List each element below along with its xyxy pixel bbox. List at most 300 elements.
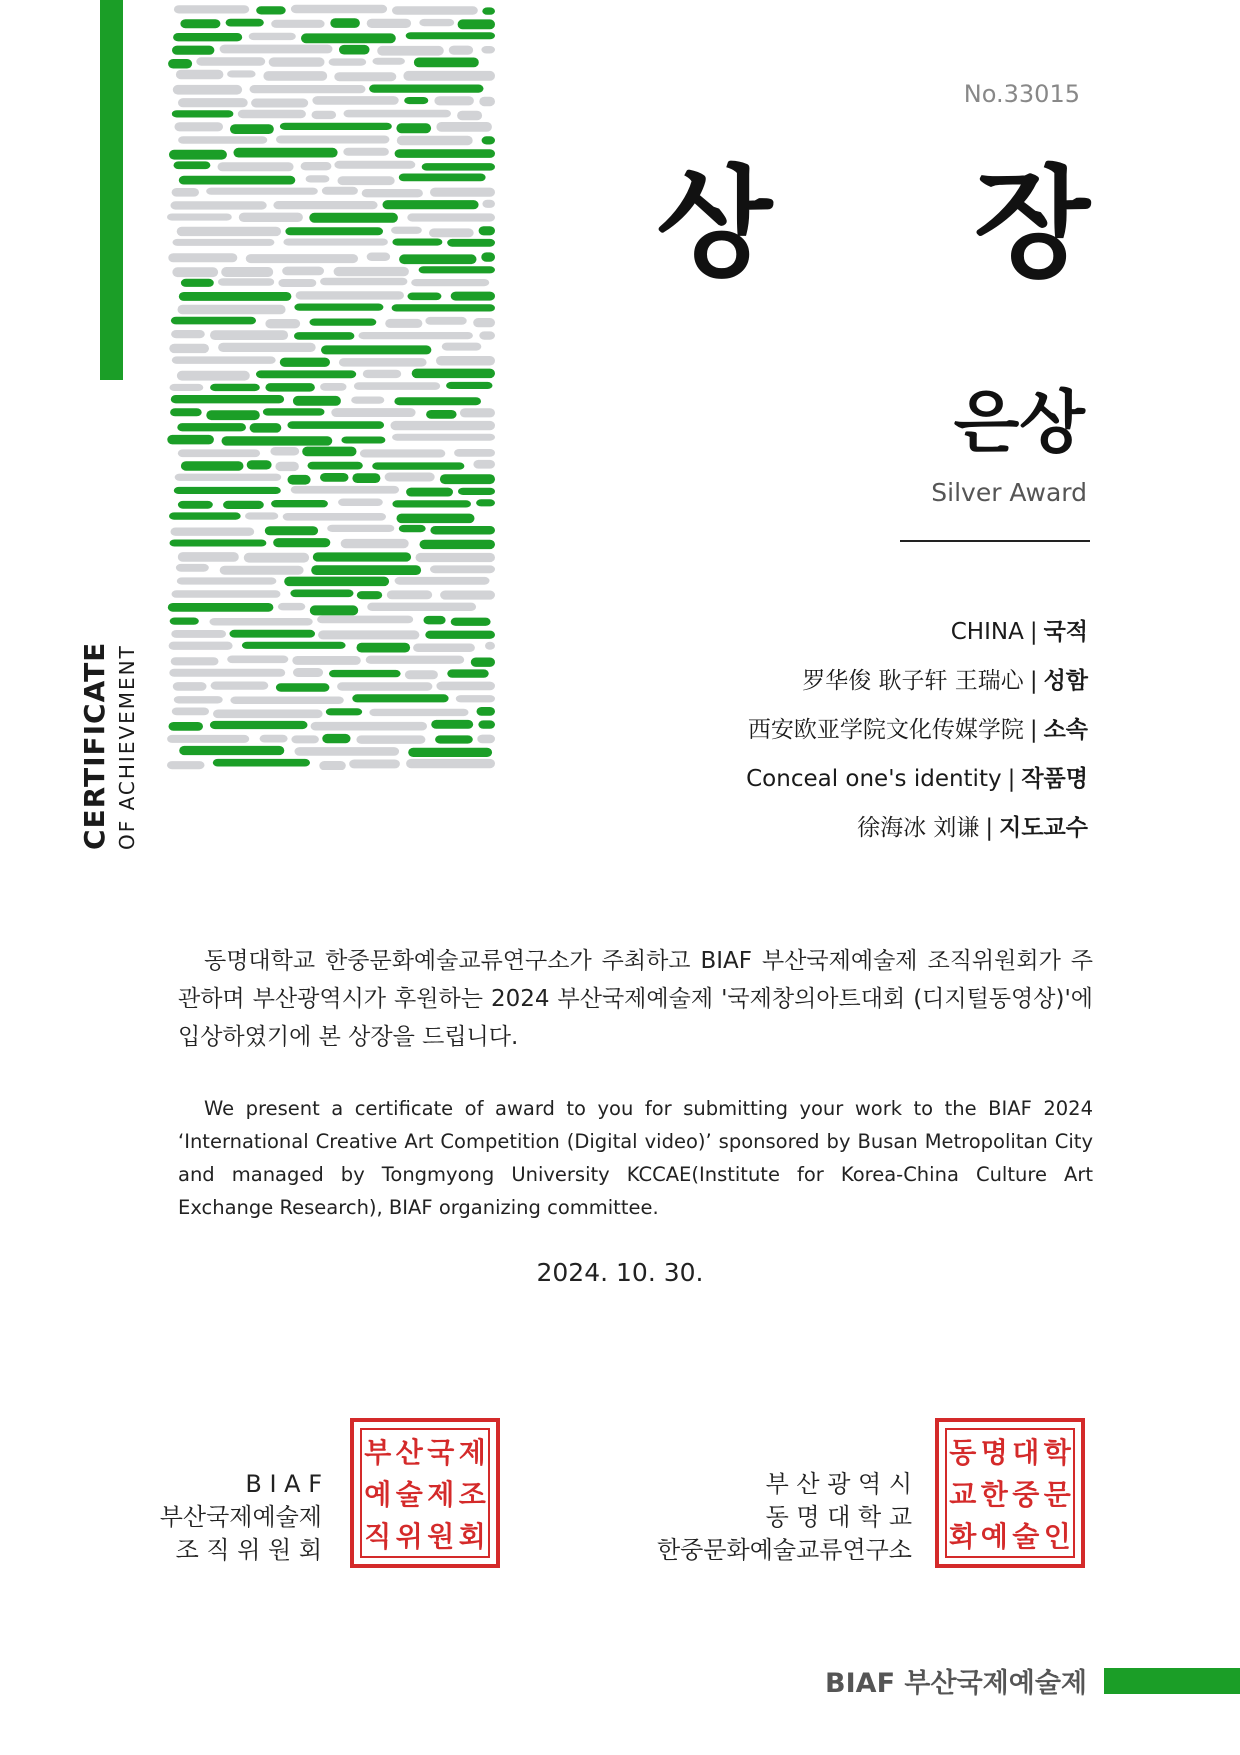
stripe <box>477 707 496 716</box>
stripe <box>218 162 294 171</box>
stripe <box>294 304 383 311</box>
stripe <box>242 642 346 649</box>
stripe <box>367 253 390 262</box>
stripe <box>330 18 360 28</box>
stripe <box>167 214 232 221</box>
footer-brand: BIAF 부산국제예술제 <box>825 1668 1087 1699</box>
stripe <box>387 590 432 599</box>
stripe <box>213 710 323 719</box>
stripe <box>456 695 495 702</box>
stripe <box>424 616 446 625</box>
info-value: Conceal one's identity <box>746 766 1002 792</box>
stripe <box>369 85 483 93</box>
award-title-korean: 은상 <box>953 384 1085 463</box>
stripe <box>295 747 400 756</box>
stripe <box>171 528 255 536</box>
seal-character: 한 <box>980 1478 1008 1511</box>
stripe <box>357 591 382 599</box>
stripe <box>283 513 386 521</box>
seal-character: 중 <box>1012 1478 1040 1511</box>
stripe <box>339 45 370 55</box>
stripe <box>311 722 427 731</box>
stripe <box>477 735 495 744</box>
stripe <box>331 408 415 417</box>
stripe <box>447 239 495 247</box>
stripe <box>176 564 209 572</box>
stripe <box>172 46 214 55</box>
stripe <box>256 370 356 378</box>
seal-character: 산 <box>395 1436 423 1469</box>
stripe <box>271 500 328 507</box>
stripe <box>292 656 361 665</box>
stripe <box>173 85 242 95</box>
info-label: 성함 <box>1043 668 1088 694</box>
stripe <box>320 383 346 391</box>
stripe <box>282 267 324 276</box>
info-value: 徐海冰 刘谦 <box>857 815 980 841</box>
stripe <box>406 488 453 497</box>
stripe <box>291 735 319 743</box>
stripe <box>334 161 415 169</box>
stripe <box>256 6 286 14</box>
stripe <box>334 267 409 276</box>
stripe <box>446 382 492 389</box>
issuer-left-line2: 부산국제예술제 <box>159 1503 322 1531</box>
stripe <box>169 722 204 731</box>
stripe <box>436 122 492 132</box>
stripe <box>363 370 401 378</box>
info-label: 지도교수 <box>999 815 1088 841</box>
issuer-right-line2: 동 명 대 학 교 <box>765 1503 912 1531</box>
stripe <box>222 436 333 445</box>
divider <box>900 540 1090 542</box>
seal-character: 부 <box>364 1436 392 1469</box>
certificate-number: No.33015 <box>963 80 1080 108</box>
stripe <box>377 46 444 56</box>
stripe <box>301 162 332 170</box>
stripe <box>287 421 384 429</box>
stripe <box>399 254 476 264</box>
seal-right-characters <box>945 1428 1075 1558</box>
stripe <box>302 447 356 457</box>
stripe <box>392 500 471 507</box>
stripe <box>337 682 432 691</box>
info-row-work-title: Conceal one's identity | 작품명 <box>746 766 1088 792</box>
stripe <box>170 408 202 416</box>
body-text-english: We present a certificate of award to you for submitting your work to the BIAF 2024 ‘International Creative Art Competition (Digital video)’ sponsored by Busan Metropolitan City and managed by Tongmyong University KCCAE(Institute for Korea-China Culture Art Exchange Research), BIAF organizing committee. <box>178 1097 1093 1219</box>
stripe <box>178 305 286 315</box>
stripe <box>172 356 276 364</box>
stripe <box>397 136 473 146</box>
stripe <box>354 382 440 390</box>
stripe <box>419 19 454 26</box>
stripe <box>359 332 473 339</box>
stripe <box>372 462 464 469</box>
info-value: 西安欧亚学院文化传媒学院 <box>747 717 1024 743</box>
stripe <box>171 317 256 325</box>
stripe <box>406 759 495 768</box>
info-row-name: 罗华俊 耿子轩 王瑞心 | 성함 <box>802 668 1088 694</box>
stripe <box>174 487 281 494</box>
stripe <box>416 553 496 562</box>
stripe <box>238 110 306 119</box>
stripe <box>329 58 367 65</box>
stripe <box>283 239 388 246</box>
seal-character: 회 <box>458 1520 486 1553</box>
stripe <box>169 642 233 650</box>
stripe <box>218 343 316 352</box>
stripe <box>440 474 495 484</box>
issuer-right <box>657 1468 912 1567</box>
info-row-affiliation: 西安欧亚学院文化传媒学院 | 소속 <box>747 717 1088 743</box>
seal-character: 교 <box>949 1478 977 1511</box>
stripe <box>408 748 492 757</box>
stripe <box>172 188 199 197</box>
info-row-advisor: 徐海冰 刘谦 | 지도교수 <box>857 815 1088 841</box>
stripe <box>429 228 474 237</box>
stripe <box>343 148 389 156</box>
stripe <box>265 383 315 392</box>
stripe <box>177 577 277 584</box>
stripe <box>218 278 274 286</box>
stripe <box>391 421 496 430</box>
stripe <box>430 565 495 573</box>
stripe <box>313 552 411 561</box>
seal-character: 예 <box>980 1520 1008 1553</box>
stripe <box>227 656 288 664</box>
seal-character: 제 <box>427 1478 455 1511</box>
stripe <box>196 57 265 66</box>
stripe <box>419 266 495 273</box>
stripe <box>392 434 495 441</box>
stripe <box>278 603 305 611</box>
stripe <box>440 591 495 600</box>
stripe <box>221 267 273 277</box>
stripe <box>406 32 495 39</box>
stripe <box>399 525 426 532</box>
stripe <box>322 734 350 743</box>
stripe <box>168 253 237 262</box>
stripe <box>251 99 308 108</box>
stripe <box>210 330 288 340</box>
seal-character: 학 <box>1043 1436 1071 1469</box>
stripe <box>177 227 281 236</box>
stripe <box>179 292 292 301</box>
stripe <box>178 552 239 562</box>
stripe <box>367 19 411 28</box>
stripe <box>436 682 495 691</box>
info-label: 국적 <box>1043 619 1088 645</box>
stripe <box>271 20 324 28</box>
stripe <box>481 46 495 54</box>
stripe <box>320 278 407 286</box>
stripe <box>327 525 394 532</box>
seal-character: 술 <box>395 1478 423 1511</box>
stripe <box>318 630 419 639</box>
stripe <box>280 123 392 130</box>
stripe <box>175 474 282 481</box>
stripe <box>312 96 398 105</box>
stripe <box>181 279 214 287</box>
stripe <box>285 227 383 235</box>
seal-character: 예 <box>364 1478 392 1511</box>
stripe <box>301 33 396 43</box>
stripe <box>425 631 495 639</box>
stripe <box>434 96 474 105</box>
stripe <box>172 708 209 716</box>
stripe <box>426 410 457 419</box>
stripe <box>172 110 234 117</box>
stripe <box>411 279 489 286</box>
stripe <box>179 746 284 755</box>
stripe <box>177 423 246 431</box>
stripe <box>321 345 431 354</box>
info-row-nationality: CHINA | 국적 <box>950 619 1088 645</box>
stripe <box>357 643 411 653</box>
stripe <box>454 449 495 457</box>
stripe <box>312 111 337 119</box>
recipient-info <box>746 608 1088 853</box>
seal-character: 대 <box>1012 1436 1040 1469</box>
stripe <box>395 149 495 158</box>
seal-character: 조 <box>458 1478 486 1511</box>
stripe <box>171 395 284 403</box>
stripe <box>167 435 214 445</box>
stripe <box>479 331 495 339</box>
stripe <box>260 735 288 743</box>
stripe <box>171 657 219 665</box>
stripe <box>284 577 389 587</box>
stripe <box>473 318 495 327</box>
stripe <box>399 174 486 182</box>
stripe <box>407 213 495 221</box>
stripe <box>181 461 244 471</box>
stripe <box>451 292 495 301</box>
stripe <box>265 526 318 535</box>
seal-character: 명 <box>980 1436 1008 1469</box>
stripe <box>278 279 316 287</box>
stripe <box>210 618 313 626</box>
award-title-english: Silver Award <box>931 478 1087 507</box>
stripe <box>294 332 354 340</box>
stripe <box>169 150 227 160</box>
stripe <box>176 70 224 80</box>
stripe <box>420 540 496 549</box>
stripe <box>413 644 475 653</box>
stripe <box>485 642 495 650</box>
stripe <box>178 449 260 457</box>
info-value: 罗华俊 耿子轩 王瑞心 <box>802 668 1024 694</box>
stripe <box>482 200 495 208</box>
stripe <box>482 136 495 144</box>
stripe <box>479 226 495 235</box>
stripe <box>329 670 401 677</box>
stripe <box>449 46 473 55</box>
stripe <box>385 319 422 328</box>
stripe <box>311 565 421 575</box>
stripe <box>394 397 481 405</box>
stripe <box>173 33 242 41</box>
stripe <box>403 71 495 81</box>
stripe <box>172 267 218 277</box>
stripe <box>414 58 479 68</box>
stripe <box>317 616 413 624</box>
stripe <box>412 369 495 379</box>
stripe <box>310 319 377 326</box>
stripe <box>223 501 264 509</box>
stripe <box>171 330 205 338</box>
stripe <box>458 19 495 29</box>
seal-character: 화 <box>949 1520 977 1553</box>
info-value: CHINA <box>950 619 1024 645</box>
stripe <box>169 512 241 519</box>
seal-left-characters <box>360 1428 490 1558</box>
stripe <box>308 462 363 470</box>
stripe <box>169 669 285 677</box>
issuer-right-line3: 한중문화예술교류연구소 <box>656 1536 912 1564</box>
stripe <box>322 187 358 195</box>
stripe <box>352 473 380 483</box>
stripe <box>395 577 490 585</box>
info-label: 소속 <box>1043 717 1088 743</box>
stripe <box>392 6 478 15</box>
stripe <box>265 319 300 328</box>
seal-character: 문 <box>1043 1478 1071 1511</box>
stripe <box>230 697 343 705</box>
stripe <box>234 148 338 158</box>
stripe <box>351 397 384 404</box>
stripe <box>341 539 409 548</box>
stripe <box>430 188 495 197</box>
stripe <box>230 124 274 134</box>
stripe <box>206 410 259 420</box>
stripe <box>227 70 256 77</box>
stripe <box>171 630 226 638</box>
stripe <box>422 163 495 171</box>
stripe <box>269 57 325 66</box>
seal-character: 직 <box>364 1520 392 1553</box>
stripe <box>239 213 303 222</box>
stripe <box>481 252 495 261</box>
stripe <box>220 566 304 575</box>
stripe <box>270 447 299 456</box>
stripe <box>226 19 264 27</box>
stripe <box>385 473 435 482</box>
stripe <box>473 460 495 469</box>
stripe <box>383 200 479 209</box>
certificate-subtitle: OF ACHIEVEMENT <box>115 644 139 850</box>
stripe <box>275 462 299 471</box>
stripe-group <box>167 5 495 770</box>
stripe <box>320 473 349 482</box>
stripe <box>405 670 438 679</box>
stripe <box>404 97 428 104</box>
stripe <box>168 603 274 612</box>
stripe <box>291 5 387 14</box>
stripe <box>178 98 248 107</box>
stripe <box>435 735 473 743</box>
stripe <box>263 71 327 81</box>
stripe <box>349 760 400 769</box>
seal-character: 동 <box>949 1436 977 1469</box>
stripe <box>280 358 330 367</box>
stripe <box>249 33 296 40</box>
stripe <box>482 7 495 14</box>
stripe <box>293 668 323 677</box>
issuer-left-line3: 조 직 위 원 회 <box>175 1536 322 1564</box>
stripe <box>344 110 452 118</box>
seal-character: 국 <box>427 1436 455 1469</box>
stripe <box>338 176 395 185</box>
stripe <box>246 254 358 263</box>
stripe <box>442 343 482 351</box>
stripe <box>263 408 325 415</box>
seal-character: 제 <box>458 1436 486 1469</box>
stripe <box>210 721 308 729</box>
stripe <box>447 669 488 677</box>
seal-character: 원 <box>427 1520 455 1553</box>
stripe <box>326 708 362 715</box>
stripe <box>366 656 465 664</box>
stripe <box>460 408 495 417</box>
stripe <box>397 514 475 524</box>
stripe <box>293 396 341 406</box>
stripe <box>339 358 427 367</box>
stripe <box>479 97 495 107</box>
issuer-right-line1: 부 산 광 역 시 <box>765 1470 912 1498</box>
green-accent-bar-left <box>100 0 123 380</box>
stripe <box>206 188 318 195</box>
stripe <box>291 486 399 494</box>
stripe <box>220 45 333 54</box>
stripe <box>174 696 223 703</box>
stripe <box>430 526 495 535</box>
green-accent-bar-bottom <box>1104 1668 1240 1694</box>
stripe <box>288 475 311 485</box>
stripe <box>471 658 495 667</box>
stripe <box>247 460 272 469</box>
certificate-title: CERTIFICATE <box>78 641 111 850</box>
stripe <box>290 590 353 598</box>
stripe <box>175 122 224 131</box>
stripe <box>171 201 267 209</box>
stripe <box>211 682 269 690</box>
official-seal-left <box>350 1418 500 1568</box>
stripe <box>173 239 275 246</box>
stripe <box>172 590 281 598</box>
stripe <box>276 136 389 144</box>
stripe <box>273 201 377 209</box>
stripe <box>356 735 425 744</box>
issue-date: 2024. 10. 30. <box>536 1258 704 1287</box>
stripe <box>210 384 260 391</box>
stripe <box>167 761 205 769</box>
body-text-korean: 동명대학교 한중문화예술교류연구소가 주최하고 BIAF 부산국제예술제 조직위원회가 주관하며 부산광역시가 후원하는 2024 부산국제예술제 '국제창의아트대회 (디지털동영상)'에 입상하였기에 본 상장을 드립니다. <box>178 948 1093 1050</box>
stripe <box>170 540 267 547</box>
stripe <box>425 317 466 325</box>
stripe <box>245 512 278 519</box>
stripe <box>309 213 398 223</box>
stripe <box>373 58 405 65</box>
stripe <box>173 682 207 691</box>
stripe <box>273 538 330 547</box>
stripe <box>431 720 473 729</box>
stripe <box>179 176 295 185</box>
stripe <box>310 605 358 615</box>
stripe <box>174 5 249 13</box>
stripe <box>392 239 442 246</box>
stripe <box>174 161 211 169</box>
